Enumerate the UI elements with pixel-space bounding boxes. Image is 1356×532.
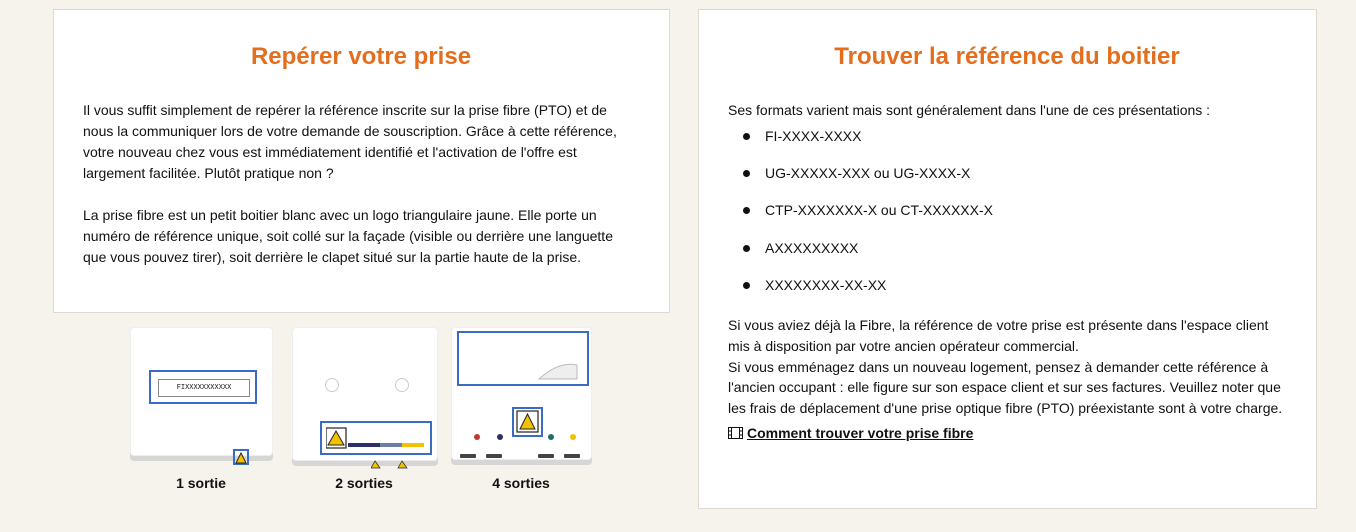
port-dot <box>474 434 480 440</box>
locate-socket-card <box>53 9 670 313</box>
list-item <box>728 200 1286 237</box>
formats-list <box>728 126 1286 312</box>
video-link-label[interactable]: Comment trouver votre prise fibre <box>747 424 974 441</box>
film-icon <box>728 427 743 439</box>
output-slot <box>460 454 476 458</box>
format-text: FI-XXXX-XXXX <box>765 128 862 144</box>
format-text: AXXXXXXXXX <box>765 239 859 256</box>
moving-info: Si vous emménagez dans un nouveau logement, pensez à demander cette référence à l'ancien occupant : elle figure sur son espace client et sur ses factures. Veuillez noter que les frais de déplacement d'une prise optique fibre (PTO) préexistante sont à votre charge. <box>728 358 1283 417</box>
flap-icon <box>459 333 587 384</box>
output-slot <box>486 454 502 458</box>
video-link[interactable] <box>728 425 1286 441</box>
bullet-icon <box>743 170 750 177</box>
screw-hole <box>325 378 339 392</box>
logo-highlight <box>512 407 543 437</box>
fiber-logo-icon <box>326 426 426 452</box>
find-reference-title: Trouver la référence du boitier <box>834 43 1180 70</box>
connector-icon <box>371 459 411 469</box>
list-item <box>728 126 1286 163</box>
bullet-icon <box>743 245 750 252</box>
screw-hole <box>395 378 409 392</box>
socket-4-outputs-image <box>451 327 592 460</box>
socket-2-outputs-image <box>292 327 438 461</box>
fiber-logo-icon <box>514 409 541 435</box>
bullet-icon <box>743 133 750 140</box>
list-item <box>728 275 1286 312</box>
port-dot <box>548 434 554 440</box>
flap-highlight <box>457 331 589 386</box>
locate-socket-title: Repérer votre prise <box>250 43 472 70</box>
socket-1-output-image <box>130 327 273 456</box>
formats-intro: Ses formats varient mais sont généralement dans l'une de ces présentations : <box>728 102 1211 118</box>
format-text: CTP-XXXXXXX-X ou CT-XXXXXX-X <box>765 202 993 219</box>
reference-highlight <box>149 370 257 404</box>
port-dot <box>570 434 576 440</box>
output-slot <box>564 454 580 458</box>
logo-highlight <box>320 421 432 455</box>
format-text: XXXXXXXX-XX-XX <box>765 276 887 293</box>
format-text: UG-XXXXX-XXX ou UG-XXXX-X <box>765 165 971 182</box>
previous-fiber-info: Si vous aviez déjà la Fibre, la référence de votre prise est présente dans l'espace client mis à disposition par votre ancien opérateur commercial. <box>728 316 1269 354</box>
bullet-icon <box>743 207 750 214</box>
locate-socket-paragraph-1: Il vous suffit simplement de repérer la référence inscrite sur la prise fibre (PTO) et de nous la communiquer lors de votre demande de souscription. Grâce à cette référence, votre nouveau chez vous est immédiatement identifié et l'activation de l'offre est largement facilitée. Plutôt pratique non ? <box>83 102 617 181</box>
caption-4-outputs: 4 sorties <box>492 475 550 491</box>
list-item <box>728 238 1286 275</box>
reference-label: FIXXXXXXXXXXX <box>158 379 250 397</box>
locate-socket-paragraph-2: La prise fibre est un petit boitier blanc avec un logo triangulaire jaune. Elle porte un numéro de référence unique, soit collé sur la façade (visible ou derrière une languette que vous pouvez tirer), soit derrière le clapet situé sur la partie haute de la prise. <box>83 207 613 265</box>
bullet-icon <box>743 282 750 289</box>
find-reference-card <box>698 9 1317 509</box>
fiber-logo-icon <box>235 452 247 464</box>
caption-1-output: 1 sortie <box>176 475 226 491</box>
port-dot <box>497 434 503 440</box>
list-item <box>728 163 1286 200</box>
logo-highlight <box>233 449 249 465</box>
caption-2-outputs: 2 sorties <box>335 475 393 491</box>
reference-info <box>728 315 1286 419</box>
output-slot <box>538 454 554 458</box>
